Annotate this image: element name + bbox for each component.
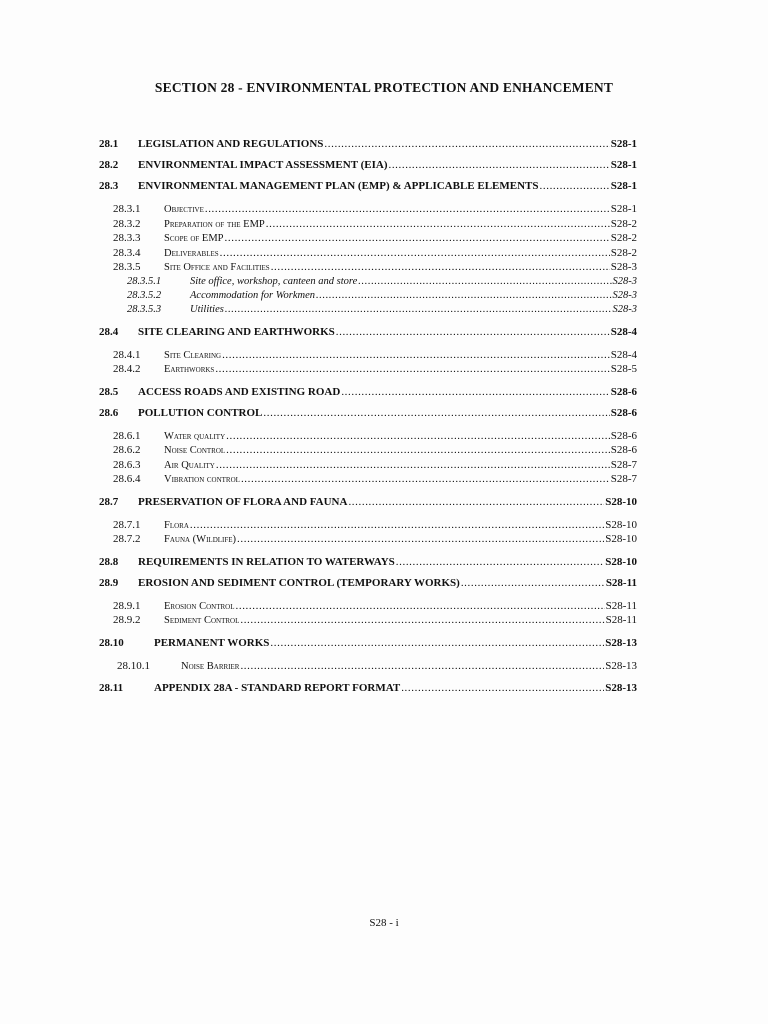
toc-entry-level-2	[99, 231, 637, 246]
toc-entry-number: 28.9	[99, 576, 119, 589]
toc-entry-level-2	[99, 458, 637, 473]
toc-entry-number: 28.3.3	[113, 232, 141, 244]
dot-leader	[216, 458, 610, 473]
toc-entry-page: S28-1	[610, 203, 637, 215]
dot-leader	[324, 134, 609, 155]
toc-entry-title: Air Quality	[164, 459, 215, 471]
toc-entry-level-2	[99, 518, 637, 533]
toc-entry-page: S28-7	[610, 458, 637, 471]
toc-entry-title: Accommodation for Workmen	[190, 289, 316, 301]
toc-entry-level-2	[99, 246, 637, 261]
toc-entry-page: S28-11	[605, 599, 637, 612]
toc-entry-number: 28.1	[99, 138, 119, 150]
toc-entry-number: 28.4.2	[113, 363, 141, 375]
toc-entry-title: ENVIRONMENTAL MANAGEMENT PLAN (EMP) & APPLICABLE ELEMENTS	[138, 180, 539, 192]
toc-entry-number: 28.4	[99, 325, 119, 338]
toc-entry-number: 28.10	[99, 636, 124, 649]
dot-leader	[358, 275, 611, 289]
dot-leader	[190, 518, 604, 533]
toc-entry-page: S28-1	[610, 159, 637, 171]
toc-entry-number: 28.5	[99, 385, 119, 398]
toc-entry-title: PRESERVATION OF FLORA AND FAUNA	[138, 495, 348, 508]
toc-entry-page: S28-6	[610, 406, 637, 419]
toc-entry-page: S28-3	[610, 261, 637, 273]
toc-entry-number: 28.6.3	[113, 458, 141, 471]
toc-entry-page: S28-3	[612, 275, 637, 287]
toc-entry-page: S28-2	[610, 246, 637, 259]
toc-entry-number: 28.4.1	[113, 348, 141, 361]
toc-entry-page: S28-13	[605, 636, 637, 649]
dot-leader	[396, 552, 604, 573]
page-number: S28 - i	[369, 917, 399, 929]
toc-entry-number: 28.6.4	[113, 473, 141, 485]
toc-entry-number: 28.3.1	[113, 203, 141, 215]
dot-leader	[316, 289, 611, 303]
toc-entry-level-1	[99, 403, 637, 424]
toc-entry-title: Noise Barrier	[181, 660, 240, 672]
toc-entry-level-1	[99, 176, 637, 197]
dot-leader	[341, 382, 609, 403]
toc-entry-page: S28-1	[610, 138, 637, 150]
toc-entry-page: S28-11	[605, 614, 637, 626]
dot-leader	[401, 678, 604, 699]
dot-leader	[236, 599, 605, 614]
toc-entry-level-1	[99, 134, 637, 155]
toc-entry-number: 28.3.5.3	[127, 303, 162, 315]
toc-entry-page: S28-2	[610, 217, 637, 230]
dot-leader	[240, 659, 604, 674]
toc-entry-page: S28-10	[605, 555, 637, 568]
toc-entry-level-1	[99, 322, 637, 343]
toc-entry-number: 28.3.5.2	[127, 289, 162, 301]
toc-entry-title: REQUIREMENTS IN RELATION TO WATERWAYS	[138, 555, 395, 568]
toc-entry-level-2	[99, 217, 637, 232]
toc-entry-page: S28-5	[610, 363, 637, 375]
dot-leader	[225, 303, 612, 317]
toc-entry-level-2	[99, 599, 637, 614]
toc-entry-page: S28-4	[610, 325, 637, 338]
toc-entry-number: 28.6.2	[113, 444, 141, 456]
toc-entry-title: Objective	[164, 204, 204, 215]
toc-entry-title: Earthworks	[164, 364, 215, 375]
toc-entry-number: 28.10.1	[117, 659, 150, 672]
toc-entry-page: S28-7	[610, 473, 637, 485]
toc-entry-page: S28-6	[610, 444, 637, 456]
dot-leader	[461, 573, 605, 594]
toc-entry-level-1	[99, 573, 637, 594]
toc-entry-number: 28.7.2	[113, 533, 141, 545]
toc-entry-title: Sediment Control	[164, 615, 240, 626]
toc-entry-title: Noise Control	[164, 445, 226, 456]
dot-leader	[263, 403, 609, 424]
toc-entry-level-2	[99, 659, 637, 674]
toc-entry-number: 28.8	[99, 555, 119, 568]
toc-entry-level-2	[99, 472, 637, 487]
toc-entry-level-2	[99, 429, 637, 444]
section-title: SECTION 28 - ENVIRONMENTAL PROTECTION AND ENHANCEMENT	[154, 80, 614, 95]
toc-entry-level-1	[99, 155, 637, 176]
dot-leader	[222, 348, 610, 363]
toc-entry-title: PERMANENT WORKS	[154, 636, 270, 649]
toc-entry-level-2	[99, 443, 637, 458]
toc-entry-page: S28-10	[605, 518, 637, 531]
toc-entry-page: S28-13	[605, 682, 637, 694]
dot-leader	[271, 260, 610, 275]
toc-entry-title: Deliverables	[164, 247, 219, 259]
toc-entry-page: S28-3	[612, 303, 637, 315]
toc-entry-number: 28.11	[99, 682, 124, 694]
toc-entry-title: Erosion Control	[164, 600, 235, 612]
toc-entry-page: S28-13	[605, 659, 637, 672]
toc-entry-title: Vibration control	[164, 474, 240, 485]
toc-entry-number: 28.6	[99, 406, 119, 419]
toc-entry-level-3	[99, 289, 637, 303]
toc-entry-title: EROSION AND SEDIMENT CONTROL (TEMPORARY WORKS)	[138, 576, 460, 589]
toc-entry-level-2	[99, 348, 637, 363]
dot-leader	[270, 633, 604, 654]
toc-entry-number: 28.9.1	[113, 599, 141, 612]
toc-entry-title: Fauna (Wildlife)	[164, 534, 237, 545]
toc-entry-level-1	[99, 492, 637, 513]
toc-entry-title: Utilities	[190, 303, 224, 315]
dot-leader	[241, 472, 610, 487]
toc-entry-title: APPENDIX 28A - STANDARD REPORT FORMAT	[154, 682, 401, 694]
toc-entry-number: 28.3.5	[113, 261, 141, 273]
toc-entry-number: 28.3.2	[113, 217, 141, 230]
toc-entry-title: Water quality	[164, 430, 226, 442]
toc-entry-page: S28-10	[605, 495, 637, 508]
toc-entry-level-2	[99, 362, 637, 377]
dot-leader	[240, 613, 604, 628]
toc-entry-title: Site Clearing	[164, 349, 222, 361]
toc-entry-number: 28.7	[99, 495, 119, 508]
dot-leader	[336, 322, 610, 343]
dot-leader	[205, 202, 610, 217]
toc-entry-level-2	[99, 260, 637, 275]
toc-entry-level-3	[99, 303, 637, 317]
toc-entry-title: Preparation of the EMP	[164, 218, 265, 230]
toc-entry-title: Site Office and Facilities	[164, 262, 270, 273]
toc-entry-number: 28.2	[99, 159, 119, 171]
dot-leader	[226, 443, 610, 458]
toc-entry-level-2	[99, 532, 637, 547]
toc-entry-page: S28-4	[610, 348, 637, 361]
toc-entry-title: Site office, workshop, canteen and store	[190, 275, 358, 287]
toc-entry-page: S28-10	[605, 533, 637, 545]
toc-entry-number: 28.7.1	[113, 518, 141, 531]
dot-leader	[540, 176, 610, 197]
toc-entry-number: 28.3.5.1	[127, 275, 162, 287]
toc-entry-title: Scope of EMP	[164, 233, 224, 244]
toc-entry-number: 28.3	[99, 180, 119, 192]
toc-entry-title: SITE CLEARING AND EARTHWORKS	[138, 325, 335, 338]
toc-entry-title: Flora	[164, 519, 189, 531]
dot-leader	[348, 492, 604, 513]
toc-entry-title: ENVIRONMENTAL IMPACT ASSESSMENT (EIA)	[138, 159, 388, 171]
toc-entry-page: S28-6	[610, 385, 637, 398]
dot-leader	[388, 155, 609, 176]
toc-entry-page: S28-3	[612, 289, 637, 301]
dot-leader	[220, 246, 610, 261]
toc-entry-level-2	[99, 613, 637, 628]
dot-leader	[225, 231, 610, 246]
toc-entry-title: LEGISLATION AND REGULATIONS	[138, 138, 324, 150]
toc-entry-number: 28.3.4	[113, 246, 141, 259]
toc-entry-number: 28.6.1	[113, 429, 141, 442]
dot-leader	[215, 362, 609, 377]
toc-entry-number: 28.9.2	[113, 614, 141, 626]
toc-entry-level-2	[99, 202, 637, 217]
toc-entry-level-1	[99, 382, 637, 403]
dot-leader	[237, 532, 604, 547]
dot-leader	[226, 429, 610, 444]
toc-entry-page: S28-11	[605, 576, 637, 589]
toc-entry-level-1	[99, 552, 637, 573]
toc-entry-title: POLLUTION CONTROL	[138, 406, 263, 419]
table-of-contents	[99, 134, 637, 699]
dot-leader	[266, 217, 610, 232]
toc-entry-page: S28-6	[610, 429, 637, 442]
toc-entry-page: S28-1	[610, 180, 637, 192]
toc-entry-level-1	[99, 633, 637, 654]
toc-entry-level-1	[99, 678, 637, 699]
toc-entry-level-3	[99, 275, 637, 289]
toc-entry-page: S28-2	[610, 232, 637, 244]
toc-entry-title: ACCESS ROADS AND EXISTING ROAD	[138, 385, 341, 398]
